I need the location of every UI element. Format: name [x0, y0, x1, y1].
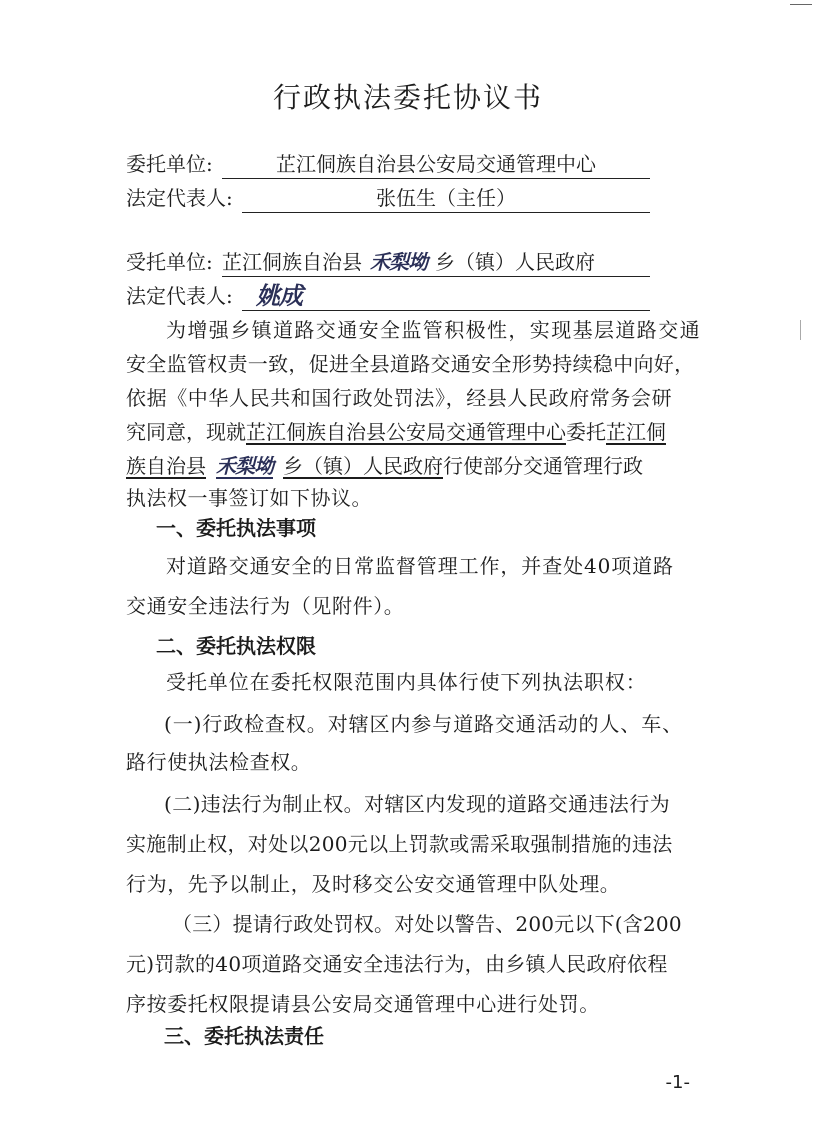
- party-b-unit-handwritten: 禾梨坳: [370, 250, 427, 274]
- party-b-unit-suffix: 乡（镇）人民政府: [435, 250, 595, 274]
- section-2-item-2-line-3: 行为，先予以制止，及时移交公安交通管理中队处理。: [126, 872, 621, 896]
- section-2-heading: 二、委托执法权限: [156, 634, 316, 658]
- section-2-item-1-line-2: 路行使执法检查权。: [126, 750, 312, 774]
- scan-mark-top-right: [790, 4, 812, 5]
- section-2-intro: 受托单位在委托权限范围内具体行使下列执法职权：: [166, 670, 647, 694]
- intro-line-4-entrusting-unit: 芷江侗族自治县公安局交通管理中心: [246, 420, 566, 444]
- intro-line-4-c: 委托: [566, 420, 606, 444]
- section-2-item-2-line-2: 实施制止权，对处以200元以上罚款或需采取强制措施的违法: [126, 832, 673, 856]
- scan-mark-right-edge: [800, 320, 801, 340]
- intro-line-3: 依据《中华人民共和国行政处罚法》，经县人民政府常务会研: [126, 386, 673, 410]
- party-b-rep-signature: 姚成: [256, 282, 302, 310]
- party-a-unit-label: 委托单位:: [126, 152, 213, 176]
- section-3-heading: 三、委托执法责任: [164, 1024, 324, 1048]
- party-b-unit-prefix: 芷江侗族自治县: [222, 250, 362, 274]
- intro-line-5-handwritten: 禾梨坳: [216, 454, 273, 478]
- intro-line-5-a: 族自治县: [126, 454, 206, 478]
- intro-line-5: [126, 452, 643, 480]
- party-a-rep-label: 法定代表人:: [126, 186, 233, 210]
- intro-line-2: 安全监管权责一致，促进全县道路交通安全形势持续稳中向好，: [126, 352, 695, 376]
- section-2-item-3-line-3: 序按委托权限提请县公安局交通管理中心进行处罚。: [126, 992, 600, 1016]
- intro-line-5-b: 乡（镇）人民政府: [283, 454, 443, 478]
- intro-line-4: [126, 418, 666, 446]
- section-2-item-1-line-1: (一)行政检查权。对辖区内参与道路交通活动的人、车、: [164, 712, 684, 736]
- party-b-unit-label: 受托单位:: [126, 250, 213, 274]
- party-a-rep-value: 张伍生（主任）: [242, 184, 650, 213]
- page-number: -1-: [665, 1072, 690, 1093]
- section-2-item-2-line-1: (二)违法行为制止权。对辖区内发现的道路交通违法行为: [164, 792, 671, 816]
- section-1-heading: 一、委托执法事项: [156, 516, 316, 540]
- party-b-rep-field: [242, 282, 650, 311]
- party-b-rep-label: 法定代表人:: [126, 284, 233, 308]
- intro-line-1: 为增强乡镇道路交通安全监管积极性，实现基层道路交通: [166, 318, 701, 342]
- intro-line-4-entrusted-unit-start: 芷江侗: [606, 420, 666, 444]
- document-title: 行政执法委托协议书: [272, 81, 543, 114]
- party-a-unit-value: 芷江侗族自治县公安局交通管理中心: [222, 150, 650, 179]
- intro-line-4-a: 究同意，现就: [126, 420, 246, 444]
- section-1-line-2: 交通安全违法行为（见附件）。: [126, 594, 405, 618]
- party-b-unit-field: [222, 248, 650, 277]
- section-1-line-1: 对道路交通安全的日常监督管理工作，并查处40项道路: [166, 554, 674, 578]
- section-2-item-3-line-2: 元)罚款的40项道路交通安全违法行为，由乡镇人民政府依程: [126, 952, 668, 976]
- intro-line-5-c: 行使部分交通管理行政: [443, 454, 643, 478]
- section-2-item-3-line-1: （三）提请行政处罚权。对处以警告、200元以下(含200: [172, 912, 682, 936]
- intro-line-6: 执法权一事签订如下协议。: [126, 486, 372, 510]
